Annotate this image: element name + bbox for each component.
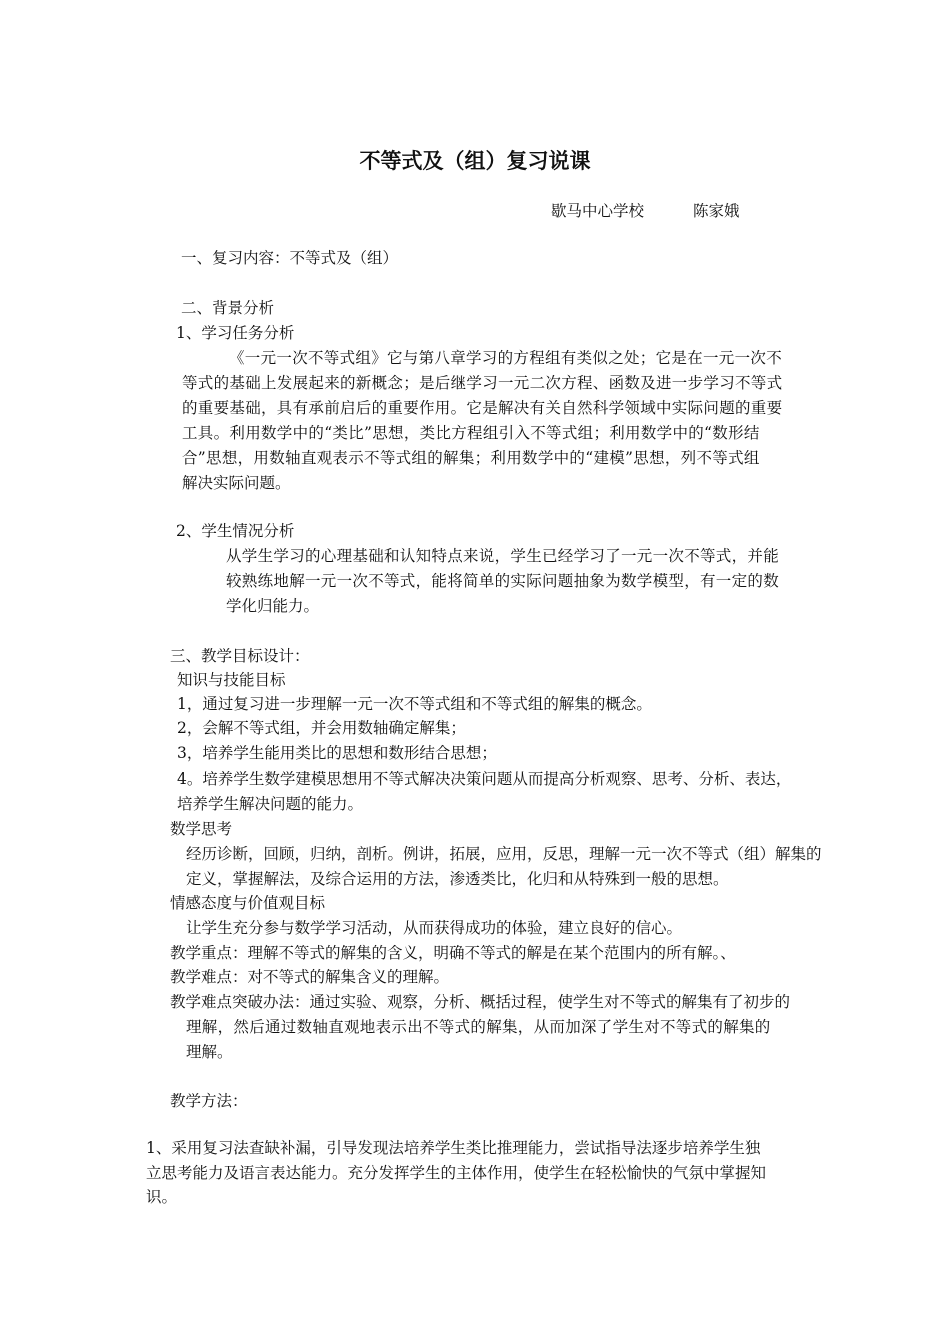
difficulty-breakthrough: 教学难点突破办法：通过实验、观察，分析、概括过程，使学生对不等式的解集有了初步的 <box>170 993 791 1011</box>
subsection-student-analysis: 2、学生情况分析 <box>176 522 295 540</box>
list-item: 2，会解不等式组，并会用数轴确定解集； <box>177 719 466 737</box>
section-background: 二、背景分析 <box>181 299 275 317</box>
page-title: 不等式及（组）复习说课 <box>359 148 591 173</box>
section-objectives: 三、教学目标设计： <box>170 647 310 665</box>
subsection-task-analysis: 1、学习任务分析 <box>176 324 295 342</box>
paragraph-line: 从学生学习的心理基础和认知特点来说，学生已经学习了一元一次不等式，并能 <box>226 547 780 565</box>
subsection-knowledge-skills: 知识与技能目标 <box>177 671 286 689</box>
list-item: 3，培养学生能用类比的思想和数形结合思想； <box>177 744 497 762</box>
list-item: 1，通过复习进一步理解一元一次不等式组和不等式组的解集的概念。 <box>177 695 652 713</box>
paragraph-line: 《一元一次不等式组》它与第八章学习的方程组有类似之处；它是在一元一次不 <box>229 349 783 367</box>
author-name: 陈家娥 <box>693 202 740 220</box>
paragraph-line: 定义，掌握解法，及综合运用的方法，渗透类比，化归和从特殊到一般的思想。 <box>186 870 729 888</box>
teaching-key-point: 教学重点：理解不等式的解集的含义，明确不等式的解是在某个范围内的所有解。、 <box>170 944 736 962</box>
paragraph-line: 合”思想，用数轴直观表示不等式组的解集；利用数学中的“建模”思想，列不等式组 <box>182 449 760 467</box>
paragraph-line: 工具。利用数学中的“类比”思想，类比方程组引入不等式组；利用数学中的“数形结 <box>182 424 760 442</box>
paragraph-line: 学化归能力。 <box>226 597 320 615</box>
list-item: 培养学生解决问题的能力。 <box>177 795 364 813</box>
paragraph-line: 让学生充分参与数学学习活动，从而获得成功的体验，建立良好的信心。 <box>186 919 683 937</box>
school-name: 歇马中心学校 <box>551 202 645 220</box>
paragraph-line: 1、采用复习法查缺补漏，引导发现法培养学生类比推理能力，尝试指导法逐步培养学生独 <box>146 1139 761 1157</box>
section-teaching-method: 教学方法： <box>170 1092 248 1110</box>
paragraph-line: 立思考能力及语言表达能力。充分发挥学生的主体作用，使学生在轻松愉快的气氛中掌握知 <box>146 1164 767 1182</box>
list-item: 4。培养学生数学建模思想用不等式解决决策问题从而提高分析观察、思考、分析、表达， <box>177 770 792 788</box>
paragraph-line: 较熟练地解一元一次不等式，能将简单的实际问题抽象为数学模型，有一定的数 <box>226 572 780 590</box>
paragraph-line: 理解，然后通过数轴直观地表示出不等式的解集，从而加深了学生对不等式的解集的 <box>186 1018 771 1036</box>
paragraph-line: 解决实际问题。 <box>182 474 291 492</box>
paragraph-line: 的重要基础，具有承前启后的重要作用。它是解决有关自然科学领域中实际问题的重要 <box>182 399 783 417</box>
section-review-content: 一、复习内容：不等式及（组） <box>181 249 399 267</box>
subsection-math-thinking: 数学思考 <box>170 820 233 838</box>
paragraph-line: 识。 <box>146 1188 178 1206</box>
paragraph-line: 理解。 <box>186 1043 233 1061</box>
subsection-attitude: 情感态度与价值观目标 <box>170 894 326 912</box>
teaching-difficulty: 教学难点：对不等式的解集含义的理解。 <box>170 968 450 986</box>
paragraph-line: 经历诊断，回顾，归纳，剖析。例讲，拓展，应用，反思，理解一元一次不等式（组）解集的 <box>186 845 822 863</box>
paragraph-line: 等式的基础上发展起来的新概念；是后继学习一元二次方程、函数及进一步学习不等式 <box>182 374 783 392</box>
